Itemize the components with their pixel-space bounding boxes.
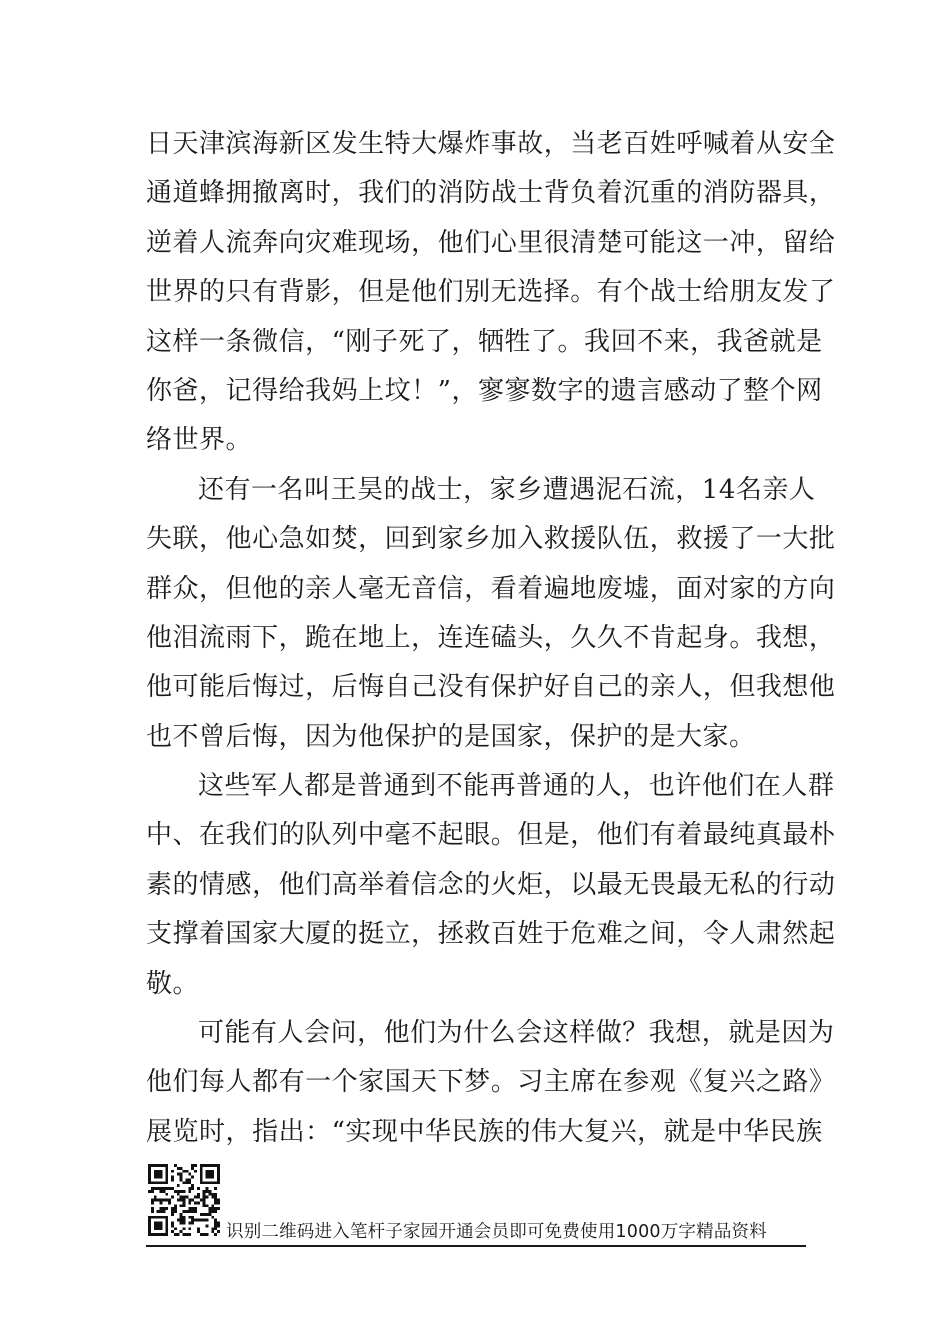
document-body: [146, 120, 836, 1157]
text-line: 络世界。: [146, 425, 253, 456]
text-line: 世 界 的 只 有 背 影 ， 但 是 他 们 别 无 选 择 。 有 个 战 士 给 朋 友 发 了: [146, 277, 836, 308]
text-line: 他 泪 流 雨 下 ， 跪 在 地 上 ， 连 连 磕 头 ， 久 久 不 肯 起 身 。 我 想 ，: [146, 622, 836, 653]
text-line: 展 览 时 ， 指 出 ： “ 实 现 中 华 民 族 的 伟 大 复 兴 ， 就 是 中 华 民 族: [146, 1116, 823, 1147]
text-line: 你 爸 ， 记 得 给 我 妈 上 坟 ！ ” ， 寥 寥 数 字 的 遗 言 感 动 了 整 个 网: [146, 375, 823, 406]
footer-divider: [146, 1245, 806, 1247]
text-line: 素 的 情 感 ， 他 们 高 举 着 信 念 的 火 炬 ， 以 最 无 畏 最 无 私 的 行 动: [146, 869, 836, 900]
text-line: 群 众 ， 但 他 的 亲 人 毫 无 音 信 ， 看 着 遍 地 废 墟 ， 面 对 家 的 方 向: [146, 573, 836, 604]
text-line: 还 有 一 名 叫 王 昊 的 战 士 ， 家 乡 遭 遇 泥 石 流 ， 14 名 亲 人: [198, 474, 816, 505]
text-line: 逆 着 人 流 奔 向 灾 难 现 场 ， 他 们 心 里 很 清 楚 可 能 这 一 冲 ， 留 给: [146, 227, 836, 258]
text-line: 中 、 在 我 们 的 队 列 中 毫 不 起 眼 。 但 是 ， 他 们 有 着 最 纯 真 最 朴: [146, 820, 836, 851]
text-line: 通 道 蜂 拥 撤 离 时 ， 我 们 的 消 防 战 士 背 负 着 沉 重 的 消 防 器 具 ，: [146, 178, 836, 209]
text-line: 他 们 每 人 都 有 一 个 家 国 天 下 梦 。 习 主 席 在 参 观 《 复 兴 之 路 》: [146, 1067, 836, 1098]
text-line: 支 撑 着 国 家 大 厦 的 挺 立 ， 拯 救 百 姓 于 危 难 之 间 ， 令 人 肃 然 起: [146, 919, 836, 950]
text-line: 日 天 津 滨 海 新 区 发 生 特 大 爆 炸 事 故 ， 当 老 百 姓 呼 喊 着 从 安 全: [146, 129, 836, 159]
text-line: 这 样 一 条 微 信 ， “ 刚 子 死 了 ， 牺 牲 了 。 我 回 不 来 ， 我 爸 就 是: [146, 326, 823, 357]
text-line: 可 能 有 人 会 问 ， 他 们 为 什 么 会 这 样 做 ？ 我 想 ， 就 是 因 为: [198, 1018, 835, 1049]
text-line: 敬。: [146, 968, 200, 999]
qr-code-icon[interactable]: [148, 1164, 220, 1236]
text-line: 也不曾后悔，因为他保护的是国家，保护的是大家。: [146, 721, 756, 752]
text-line: 这 些 军 人 都 是 普 通 到 不 能 再 普 通 的 人 ， 也 许 他 们 在 人 群: [198, 771, 835, 802]
text-line: 失 联 ， 他 心 急 如 焚 ， 回 到 家 乡 加 入 救 援 队 伍 ， 救 援 了 一 大 批: [146, 524, 836, 555]
text-line: 他 可 能 后 悔 过 ， 后 悔 自 己 没 有 保 护 好 自 己 的 亲 人 ， 但 我 想 他: [146, 672, 836, 703]
footer-promo-text: 识别二维码进入笔杆子家园开通会员即可免费使用1000万字精品资料: [226, 1222, 767, 1242]
page-footer: [146, 1160, 806, 1248]
